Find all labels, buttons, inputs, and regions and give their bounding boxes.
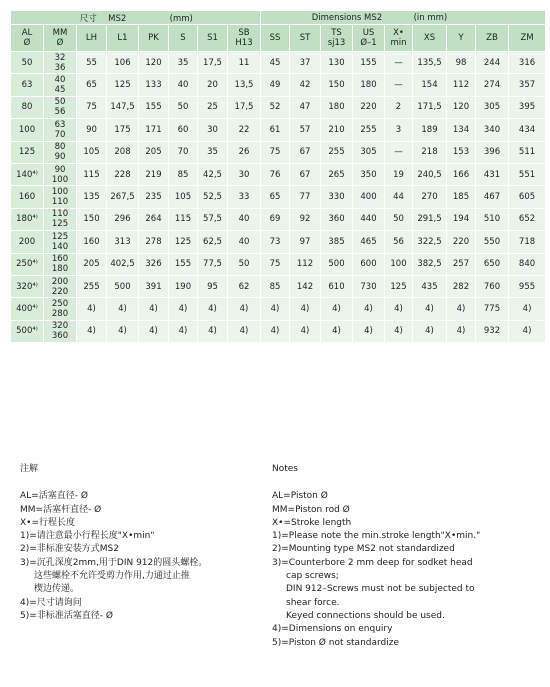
table-cell: 115 xyxy=(77,163,107,185)
table-cell: 17,5 xyxy=(228,96,261,118)
table-cell: 40 xyxy=(169,74,198,96)
table-cell: 135 xyxy=(77,186,107,208)
table-cell: 600 xyxy=(353,253,385,275)
table-row xyxy=(11,74,546,96)
piston-diameter-cell: 50 xyxy=(11,52,44,74)
table-cell: 440 xyxy=(353,208,385,230)
table-cell: 395 xyxy=(509,96,546,118)
table-cell: 155 xyxy=(353,52,385,74)
table-cell: 166 xyxy=(447,163,476,185)
table-cell: 4) xyxy=(385,298,413,320)
table-cell: 500 xyxy=(321,253,353,275)
table-cell: 4) xyxy=(321,320,353,342)
table-cell: 76 xyxy=(261,163,290,185)
table-cell: 185 xyxy=(447,186,476,208)
table-row xyxy=(11,275,546,297)
table-cell: 382,5 xyxy=(413,253,447,275)
table-row xyxy=(11,186,546,208)
table-cell: 205 xyxy=(77,253,107,275)
table-cell: 4) xyxy=(385,320,413,342)
table-cell: 4) xyxy=(198,320,228,342)
table-cell: 45 xyxy=(261,52,290,74)
table-cell: 340 xyxy=(476,119,509,141)
table-cell: 26 xyxy=(228,141,261,163)
table-cell: 134 xyxy=(447,119,476,141)
note-cn-line: X•=行程长度 xyxy=(20,517,76,528)
note-en-line: AL=Piston Ø xyxy=(272,491,328,502)
table-cell: 240,5 xyxy=(413,163,447,185)
table-cell: 150 xyxy=(77,208,107,230)
table-cell: 154 xyxy=(413,74,447,96)
note-cn-line: 1)=请注意最小行程长度"X•min" xyxy=(20,531,155,542)
table-cell: 219 xyxy=(139,163,169,185)
table-cell: 150 xyxy=(321,74,353,96)
table-cell: 4) xyxy=(77,298,107,320)
rod-diameter-cell: 250 280 xyxy=(44,298,77,320)
column-header: S1 xyxy=(198,25,228,52)
table-cell: 70 xyxy=(169,141,198,163)
table-cell: 4) xyxy=(228,298,261,320)
column-header: ZB xyxy=(476,25,509,52)
rod-diameter-cell: 40 45 xyxy=(44,74,77,96)
table-cell: 125 xyxy=(385,275,413,297)
piston-diameter-cell: 320⁴⁾ xyxy=(11,275,44,297)
table-cell: 264 xyxy=(139,208,169,230)
table-cell: 220 xyxy=(447,231,476,253)
table-cell: 4) xyxy=(261,320,290,342)
table-cell: 62,5 xyxy=(198,231,228,253)
table-cell: 40 xyxy=(228,231,261,253)
table-cell: 465 xyxy=(353,231,385,253)
table-cell: 65 xyxy=(77,74,107,96)
table-cell: 4) xyxy=(169,320,198,342)
note-en-line: 1)=Please note the min.stroke length"X•min." xyxy=(272,531,481,542)
table-cell: 322,5 xyxy=(413,231,447,253)
table-cell: 56 xyxy=(385,231,413,253)
table-cell: 235 xyxy=(139,186,169,208)
table-cell: 67 xyxy=(290,163,321,185)
table-cell: 85 xyxy=(261,275,290,297)
table-cell: 4) xyxy=(261,298,290,320)
column-header: MM Ø xyxy=(44,25,77,52)
table-cell: 467 xyxy=(476,186,509,208)
table-cell: 180 xyxy=(321,96,353,118)
table-cell: 13,5 xyxy=(228,74,261,96)
table-row xyxy=(11,141,546,163)
table-cell: 69 xyxy=(261,208,290,230)
column-header: XS xyxy=(413,25,447,52)
table-cell: 135,5 xyxy=(413,52,447,74)
table-row xyxy=(11,231,546,253)
table-cell: 391 xyxy=(139,275,169,297)
table-cell: 244 xyxy=(476,52,509,74)
note-en-line: 3)=Counterbore 2 mm deep for sodket head xyxy=(272,557,473,568)
table-cell: 4) xyxy=(139,298,169,320)
table-cell: 35 xyxy=(198,141,228,163)
dimensions-table xyxy=(10,10,546,343)
column-header: Y xyxy=(447,25,476,52)
table-cell: 11 xyxy=(228,52,261,74)
table-cell: 3 xyxy=(385,119,413,141)
table-cell: 171 xyxy=(139,119,169,141)
table-row xyxy=(11,298,546,320)
note-cn-line: 2)=非标准安装方式MS2 xyxy=(20,544,119,555)
table-cell: 105 xyxy=(77,141,107,163)
column-header: AL Ø xyxy=(11,25,44,52)
table-cell: 98 xyxy=(447,52,476,74)
rod-diameter-cell: 90 100 xyxy=(44,163,77,185)
column-header: PK xyxy=(139,25,169,52)
table-cell: — xyxy=(385,74,413,96)
table-cell: 955 xyxy=(509,275,546,297)
group-header-right xyxy=(261,11,546,25)
table-cell: 112 xyxy=(447,74,476,96)
table-cell: 4) xyxy=(169,298,198,320)
note-en-line: 2)=Mounting type MS2 not standardized xyxy=(272,544,455,555)
table-cell: 20 xyxy=(198,74,228,96)
table-cell: 431 xyxy=(476,163,509,185)
piston-diameter-cell: 100 xyxy=(11,119,44,141)
notes-en-title: Notes xyxy=(272,464,298,474)
table-cell: 257 xyxy=(447,253,476,275)
piston-diameter-cell: 80 xyxy=(11,96,44,118)
note-en-line: MM=Piston rod Ø xyxy=(272,504,350,515)
table-cell: 775 xyxy=(476,298,509,320)
table-cell: 120 xyxy=(447,96,476,118)
table-cell: 274 xyxy=(476,74,509,96)
column-header-row xyxy=(11,25,546,52)
note-cn-line: 3)=沉孔深度2mm,用于DIN 912的圆头螺栓。 xyxy=(20,557,208,568)
group-left-code: MS2 xyxy=(108,13,127,24)
table-cell: 718 xyxy=(509,231,546,253)
table-cell: 4) xyxy=(413,298,447,320)
note-en-line: Keyed connections should be used. xyxy=(286,610,445,621)
table-cell: 194 xyxy=(447,208,476,230)
rod-diameter-cell: 320 360 xyxy=(44,320,77,342)
table-cell: 61 xyxy=(261,119,290,141)
table-cell: 33 xyxy=(228,186,261,208)
notes-cn-list xyxy=(20,490,260,623)
table-cell: 208 xyxy=(107,141,139,163)
note-en-line: 4)=Dimensions on enquiry xyxy=(272,624,393,635)
table-cell: 2 xyxy=(385,96,413,118)
table-cell: 610 xyxy=(321,275,353,297)
table-cell: 171,5 xyxy=(413,96,447,118)
table-cell: 147,5 xyxy=(107,96,139,118)
note-cn-line: AL=活塞直径- Ø xyxy=(20,491,88,502)
table-cell: 4) xyxy=(107,298,139,320)
table-cell: 291,5 xyxy=(413,208,447,230)
rod-diameter-cell: 125 140 xyxy=(44,231,77,253)
table-cell: 4) xyxy=(509,298,546,320)
table-cell: 218 xyxy=(413,141,447,163)
table-row xyxy=(11,52,546,74)
table-cell: 4) xyxy=(290,320,321,342)
table-cell: 255 xyxy=(321,141,353,163)
table-cell: 500 xyxy=(107,275,139,297)
table-cell: 60 xyxy=(169,119,198,141)
table-cell: — xyxy=(385,52,413,74)
table-cell: 57 xyxy=(290,119,321,141)
table-cell: 189 xyxy=(413,119,447,141)
note-en-line: DIN 912–Screws must not be subjected to xyxy=(286,584,475,595)
table-cell: 840 xyxy=(509,253,546,275)
table-cell: 4) xyxy=(447,298,476,320)
table-cell: 4) xyxy=(139,320,169,342)
table-cell: 142 xyxy=(290,275,321,297)
table-row xyxy=(11,119,546,141)
table-cell: 155 xyxy=(169,253,198,275)
table-cell: 47 xyxy=(290,96,321,118)
column-header: SS xyxy=(261,25,290,52)
table-cell: 115 xyxy=(169,208,198,230)
notes-chinese xyxy=(20,463,260,623)
table-cell: 180 xyxy=(353,74,385,96)
piston-diameter-cell: 500⁴⁾ xyxy=(11,320,44,342)
table-cell: 25 xyxy=(198,96,228,118)
table-cell: 605 xyxy=(509,186,546,208)
table-cell: 652 xyxy=(509,208,546,230)
dimension-sheet xyxy=(10,10,542,343)
note-cn-line: 5)=非标准活塞直径- Ø xyxy=(20,610,113,621)
table-cell: 62 xyxy=(228,275,261,297)
table-cell: 210 xyxy=(321,119,353,141)
table-cell: 4) xyxy=(228,320,261,342)
table-cell: 730 xyxy=(353,275,385,297)
piston-diameter-cell: 400⁴⁾ xyxy=(11,298,44,320)
table-cell: 550 xyxy=(476,231,509,253)
column-header: LH xyxy=(77,25,107,52)
table-row xyxy=(11,96,546,118)
table-cell: 125 xyxy=(107,74,139,96)
column-header: L1 xyxy=(107,25,139,52)
piston-diameter-cell: 140⁴⁾ xyxy=(11,163,44,185)
table-cell: 305 xyxy=(476,96,509,118)
table-row xyxy=(11,163,546,185)
group-header-left xyxy=(11,11,261,25)
rod-diameter-cell: 32 36 xyxy=(44,52,77,74)
column-header: US Ø–1 xyxy=(353,25,385,52)
table-cell: 205 xyxy=(139,141,169,163)
table-cell: 160 xyxy=(77,231,107,253)
table-cell: 434 xyxy=(509,119,546,141)
table-cell: 326 xyxy=(139,253,169,275)
piston-diameter-cell: 200 xyxy=(11,231,44,253)
table-cell: 133 xyxy=(139,74,169,96)
table-cell: 37 xyxy=(290,52,321,74)
note-cn-line: 4)=尺寸请询问 xyxy=(20,597,82,608)
table-group-header xyxy=(11,11,546,25)
table-cell: 270 xyxy=(413,186,447,208)
table-cell: 42 xyxy=(290,74,321,96)
table-cell: 52 xyxy=(261,96,290,118)
rod-diameter-cell: 80 90 xyxy=(44,141,77,163)
rod-diameter-cell: 160 180 xyxy=(44,253,77,275)
table-cell: 4) xyxy=(353,320,385,342)
table-cell: 360 xyxy=(321,208,353,230)
table-cell: 92 xyxy=(290,208,321,230)
column-header: ZM xyxy=(509,25,546,52)
note-en-line: shear force. xyxy=(286,597,340,608)
piston-diameter-cell: 125 xyxy=(11,141,44,163)
table-cell: 4) xyxy=(413,320,447,342)
note-en-line: X•=Stroke length xyxy=(272,517,352,528)
table-cell: 55 xyxy=(77,52,107,74)
table-cell: 510 xyxy=(476,208,509,230)
table-cell: 52,5 xyxy=(198,186,228,208)
table-cell: 97 xyxy=(290,231,321,253)
piston-diameter-cell: 250⁴⁾ xyxy=(11,253,44,275)
table-cell: 44 xyxy=(385,186,413,208)
table-cell: 50 xyxy=(169,96,198,118)
table-cell: 50 xyxy=(385,208,413,230)
table-cell: 650 xyxy=(476,253,509,275)
table-cell: 57,5 xyxy=(198,208,228,230)
table-cell: 278 xyxy=(139,231,169,253)
table-cell: 760 xyxy=(476,275,509,297)
notes-english xyxy=(272,463,542,650)
rod-diameter-cell: 110 125 xyxy=(44,208,77,230)
table-cell: 120 xyxy=(139,52,169,74)
table-cell: 396 xyxy=(476,141,509,163)
note-cn-line: MM=活塞杆直径- Ø xyxy=(20,504,102,515)
table-row xyxy=(11,208,546,230)
table-cell: 190 xyxy=(169,275,198,297)
table-cell: 4) xyxy=(107,320,139,342)
table-cell: 90 xyxy=(77,119,107,141)
table-body xyxy=(11,52,546,343)
table-cell: 255 xyxy=(77,275,107,297)
table-cell: 4) xyxy=(509,320,546,342)
column-header: TS sj13 xyxy=(321,25,353,52)
note-en-line: cap screws; xyxy=(286,571,339,582)
column-header: ST xyxy=(290,25,321,52)
table-cell: 228 xyxy=(107,163,139,185)
table-cell: 402,5 xyxy=(107,253,139,275)
rod-diameter-cell: 100 110 xyxy=(44,186,77,208)
table-cell: 4) xyxy=(198,298,228,320)
rod-diameter-cell: 200 220 xyxy=(44,275,77,297)
table-cell: 435 xyxy=(413,275,447,297)
table-cell: 305 xyxy=(353,141,385,163)
table-cell: 130 xyxy=(321,52,353,74)
table-cell: 67 xyxy=(290,141,321,163)
table-cell: 75 xyxy=(77,96,107,118)
note-cn-line: 这些螺栓不允许受剪力作用,力通过止推 xyxy=(34,571,190,582)
table-cell: 4) xyxy=(321,298,353,320)
table-cell: 155 xyxy=(139,96,169,118)
column-header: X• min xyxy=(385,25,413,52)
table-cell: 95 xyxy=(198,275,228,297)
table-cell: 932 xyxy=(476,320,509,342)
table-row xyxy=(11,320,546,342)
table-cell: 106 xyxy=(107,52,139,74)
piston-diameter-cell: 63 xyxy=(11,74,44,96)
note-en-line: 5)=Piston Ø not standardize xyxy=(272,637,400,648)
table-cell: 19 xyxy=(385,163,413,185)
group-left-cn: 尺寸 xyxy=(79,13,97,24)
table-cell: 4) xyxy=(77,320,107,342)
table-cell: 316 xyxy=(509,52,546,74)
table-row xyxy=(11,253,546,275)
table-cell: 296 xyxy=(107,208,139,230)
table-cell: 100 xyxy=(385,253,413,275)
table-cell: 35 xyxy=(169,52,198,74)
table-cell: 75 xyxy=(261,141,290,163)
table-cell: 77 xyxy=(290,186,321,208)
column-header: S xyxy=(169,25,198,52)
table-cell: 22 xyxy=(228,119,261,141)
table-cell: 4) xyxy=(290,298,321,320)
table-cell: 330 xyxy=(321,186,353,208)
piston-diameter-cell: 180⁴⁾ xyxy=(11,208,44,230)
table-cell: 73 xyxy=(261,231,290,253)
notes-cn-title: 注解 xyxy=(20,464,39,474)
rod-diameter-cell: 63 70 xyxy=(44,119,77,141)
table-cell: 255 xyxy=(353,119,385,141)
group-right-label: Dimensions MS2 xyxy=(311,12,383,23)
table-cell: 50 xyxy=(228,253,261,275)
table-cell: 49 xyxy=(261,74,290,96)
table-cell: 400 xyxy=(353,186,385,208)
table-cell: 77,5 xyxy=(198,253,228,275)
table-cell: 551 xyxy=(509,163,546,185)
table-cell: 125 xyxy=(169,231,198,253)
table-cell: 313 xyxy=(107,231,139,253)
table-cell: — xyxy=(385,141,413,163)
table-cell: 105 xyxy=(169,186,198,208)
piston-diameter-cell: 160 xyxy=(11,186,44,208)
table-cell: 175 xyxy=(107,119,139,141)
table-cell: 112 xyxy=(290,253,321,275)
table-cell: 153 xyxy=(447,141,476,163)
group-left-unit: (mm) xyxy=(169,13,193,24)
note-cn-line: 楔边传递。 xyxy=(34,584,80,595)
table-cell: 511 xyxy=(509,141,546,163)
table-cell: 357 xyxy=(509,74,546,96)
notes-en-list xyxy=(272,490,542,650)
table-cell: 350 xyxy=(353,163,385,185)
table-cell: 65 xyxy=(261,186,290,208)
table-cell: 4) xyxy=(447,320,476,342)
column-header: SB H13 xyxy=(228,25,261,52)
table-cell: 30 xyxy=(198,119,228,141)
rod-diameter-cell: 50 56 xyxy=(44,96,77,118)
table-cell: 75 xyxy=(261,253,290,275)
table-cell: 220 xyxy=(353,96,385,118)
table-cell: 265 xyxy=(321,163,353,185)
table-cell: 42,5 xyxy=(198,163,228,185)
table-cell: 267,5 xyxy=(107,186,139,208)
table-cell: 17,5 xyxy=(198,52,228,74)
table-cell: 40 xyxy=(228,208,261,230)
group-right-unit: (in mm) xyxy=(413,12,448,23)
table-cell: 4) xyxy=(353,298,385,320)
table-cell: 282 xyxy=(447,275,476,297)
table-cell: 385 xyxy=(321,231,353,253)
table-cell: 85 xyxy=(169,163,198,185)
table-cell: 30 xyxy=(228,163,261,185)
